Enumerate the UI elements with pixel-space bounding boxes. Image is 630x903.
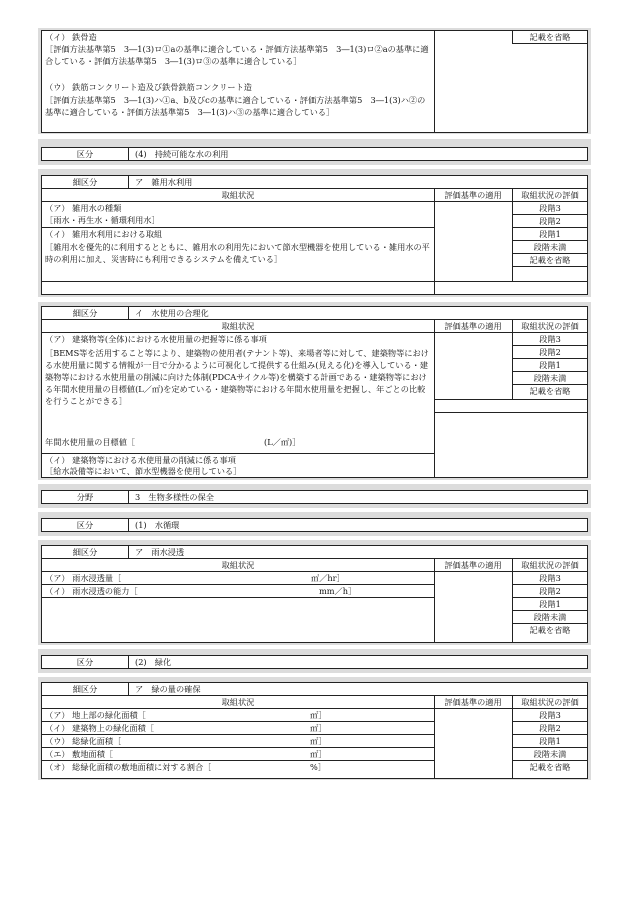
- level-below: 段階未満: [533, 612, 567, 622]
- level-3: 段階3: [539, 203, 561, 213]
- structure-b-body: ［評価方法基準第5 3―1(3)ハ①a、b及びcの基準に適合している・評価方法基準第5 3―1(3)ハ②の基準に適合している・評価方法基準第5 3―1(3)ハ③の基準に適合している］: [45, 95, 426, 117]
- level-below: 段階未満: [533, 749, 567, 759]
- kubun-label: 区分: [76, 657, 94, 667]
- bunya-label: 分野: [76, 492, 94, 502]
- zatsu-item2: （イ） 雑用水利用における取組: [45, 229, 163, 239]
- green-item-unit: ㎡］: [310, 723, 327, 733]
- section-structure-continued: [38, 28, 591, 134]
- green-item-unit: %］: [310, 762, 326, 772]
- structure-a-body: ［評価方法基準第5 3―1(3)ロ①aの基準に適合している・評価方法基準第5 3―1(3)ロ②aの基準に適合している・評価方法基準第5 3―1(3)ロ③の基準に適合している］: [45, 44, 429, 66]
- level-1: 段階1: [539, 229, 561, 239]
- zatsu-item2-body: ［雑用水を優先的に利用するとともに、雑用水の利用先において節水型機器を使用している・雑用水の平時の利用に加え、災害時にも利用できるシステムを備えている］: [45, 242, 430, 264]
- level-below: 段階未満: [533, 373, 567, 383]
- saikubun-value: ア 雨水浸透: [135, 547, 185, 557]
- kubun-value: (1) 水循環: [135, 520, 180, 530]
- level-2: 段階2: [539, 216, 561, 226]
- saikubun-row: [41, 545, 588, 559]
- kubun-row: [41, 147, 588, 161]
- bunya-row: [41, 490, 588, 504]
- saikubun-value: ア 雑用水利用: [135, 177, 193, 187]
- col-tekiyo: 評価基準の適用: [444, 321, 502, 331]
- level-1: 段階1: [539, 736, 561, 746]
- saikubun-row: [41, 682, 588, 696]
- structure-b-title: （ウ） 鉄筋コンクリート造及び鉄骨鉄筋コンクリート造: [45, 82, 252, 92]
- level-omit: 記載を省略: [529, 625, 571, 635]
- green-item-label: （イ） 建築物上の緑化面積［: [45, 723, 155, 733]
- infil-item1-unit: ㎥／hr］: [311, 573, 345, 583]
- section-bunya-bio: [38, 484, 591, 508]
- col-tekiyo: 評価基準の適用: [444, 697, 502, 707]
- green-item-unit: ㎡］: [310, 749, 327, 759]
- level-1: 段階1: [539, 360, 561, 370]
- green-item-label: （ウ） 総緑化面積［: [45, 736, 122, 746]
- saikubun-label: 細区分: [72, 308, 98, 318]
- green-item-unit: ㎡］: [310, 736, 327, 746]
- level-omit: 記載を省略: [529, 255, 571, 265]
- section-kubun-water-cycle: [38, 512, 591, 536]
- col-hyoka: 取組状況の評価: [521, 560, 579, 570]
- rational-table: [41, 319, 588, 478]
- omit-cell: 記載を省略: [529, 32, 571, 42]
- level-2: 段階2: [539, 586, 561, 596]
- kubun-label: 区分: [76, 520, 94, 530]
- saikubun-value: イ 水使用の合理化: [135, 308, 209, 318]
- level-1: 段階1: [539, 599, 561, 609]
- col-hyoka: 取組状況の評価: [521, 321, 579, 331]
- level-3: 段階3: [539, 334, 561, 344]
- saikubun-row: [41, 306, 588, 320]
- level-3: 段階3: [539, 710, 561, 720]
- saikubun-label: 細区分: [72, 177, 98, 187]
- col-torikumi: 取組状況: [221, 560, 255, 570]
- zatsu-item1-body: ［雨水・再生水・循環利用水］: [45, 215, 160, 225]
- col-hyoka: 取組状況の評価: [521, 697, 579, 707]
- structure-table: [41, 30, 588, 133]
- infil-item1-label: （ア） 雨水浸透量［: [45, 573, 122, 583]
- col-tekiyo: 評価基準の適用: [444, 560, 502, 570]
- kubun-row: [41, 518, 588, 532]
- saikubun-label: 細区分: [72, 684, 98, 694]
- infiltration-table: [41, 558, 588, 643]
- section-green-quantity: [38, 677, 591, 780]
- section-kubun-greening: [38, 649, 591, 673]
- kubun-label: 区分: [76, 149, 94, 159]
- section-kubun-water: [38, 139, 591, 165]
- green-item-unit: ㎡］: [310, 710, 327, 720]
- col-torikumi: 取組状況: [221, 697, 255, 707]
- col-hyoka: 取組状況の評価: [521, 190, 579, 200]
- structure-a-title: （イ） 鉄骨造: [45, 32, 97, 42]
- kubun-value: (2) 緑化: [135, 657, 172, 667]
- zatsu-item1: （ア） 雑用水の種類: [45, 203, 122, 213]
- section-zatsuyosui: [38, 169, 591, 297]
- green-item-label: （オ） 総緑化面積の敷地面積に対する割合［: [45, 762, 212, 772]
- target-label: 年間水使用量の目標値［: [45, 437, 136, 447]
- section-rain-infiltration: [38, 540, 591, 645]
- col-torikumi: 取組状況: [221, 190, 255, 200]
- rational-item1-body: ［BEMS等を活用すること等により、建築物の使用者(テナント等)、来場者等に対して、建築物等における水使用量に関する情報が一目で分かるように可視化して提供する仕組み(見える化)を導入している・建築物等における水使用量の削減に向けた体制(PDCAサイクル等)を構築する計画である・建築物等における年間水使用量の目標値(L／㎡)を定めている・建築物等における年間水使用量を把握し、年ごとの比較を行うことができる］: [45, 348, 429, 406]
- green-item-label: （エ） 敷地面積［: [45, 749, 114, 759]
- col-torikumi: 取組状況: [221, 321, 255, 331]
- saikubun-value: ア 緑の量の確保: [135, 684, 201, 694]
- green-item-label: （ア） 地上部の緑化面積［: [45, 710, 146, 720]
- green-table: [41, 695, 588, 779]
- col-tekiyo: 評価基準の適用: [444, 190, 502, 200]
- kubun-row: [41, 655, 588, 669]
- rational-item2-body: ［給水設備等において、節水型機器を使用している］: [45, 466, 242, 476]
- section-water-rational: [38, 302, 591, 480]
- infil-item2-label: （イ） 雨水浸透の能力［: [45, 586, 138, 596]
- target-unit: (L／㎡)］: [264, 437, 301, 447]
- rational-item1: （ア） 建築物等(全体)における水使用量の把握等に係る事項: [45, 334, 267, 344]
- level-2: 段階2: [539, 347, 561, 357]
- level-3: 段階3: [539, 573, 561, 583]
- level-below: 段階未満: [533, 242, 567, 252]
- level-omit: 記載を省略: [529, 762, 571, 772]
- level-2: 段階2: [539, 723, 561, 733]
- saikubun-label: 細区分: [72, 547, 98, 557]
- level-omit: 記載を省略: [529, 386, 571, 396]
- bunya-value: 3 生物多様性の保全: [135, 492, 214, 502]
- infil-item2-unit: mm／h］: [319, 586, 357, 596]
- zatsuyosui-table: [41, 188, 588, 295]
- saikubun-row: [41, 175, 588, 189]
- rational-item2: （イ） 建築物等における水使用量の削減に係る事項: [45, 455, 236, 465]
- kubun-value: (4) 持続可能な水の利用: [135, 149, 229, 159]
